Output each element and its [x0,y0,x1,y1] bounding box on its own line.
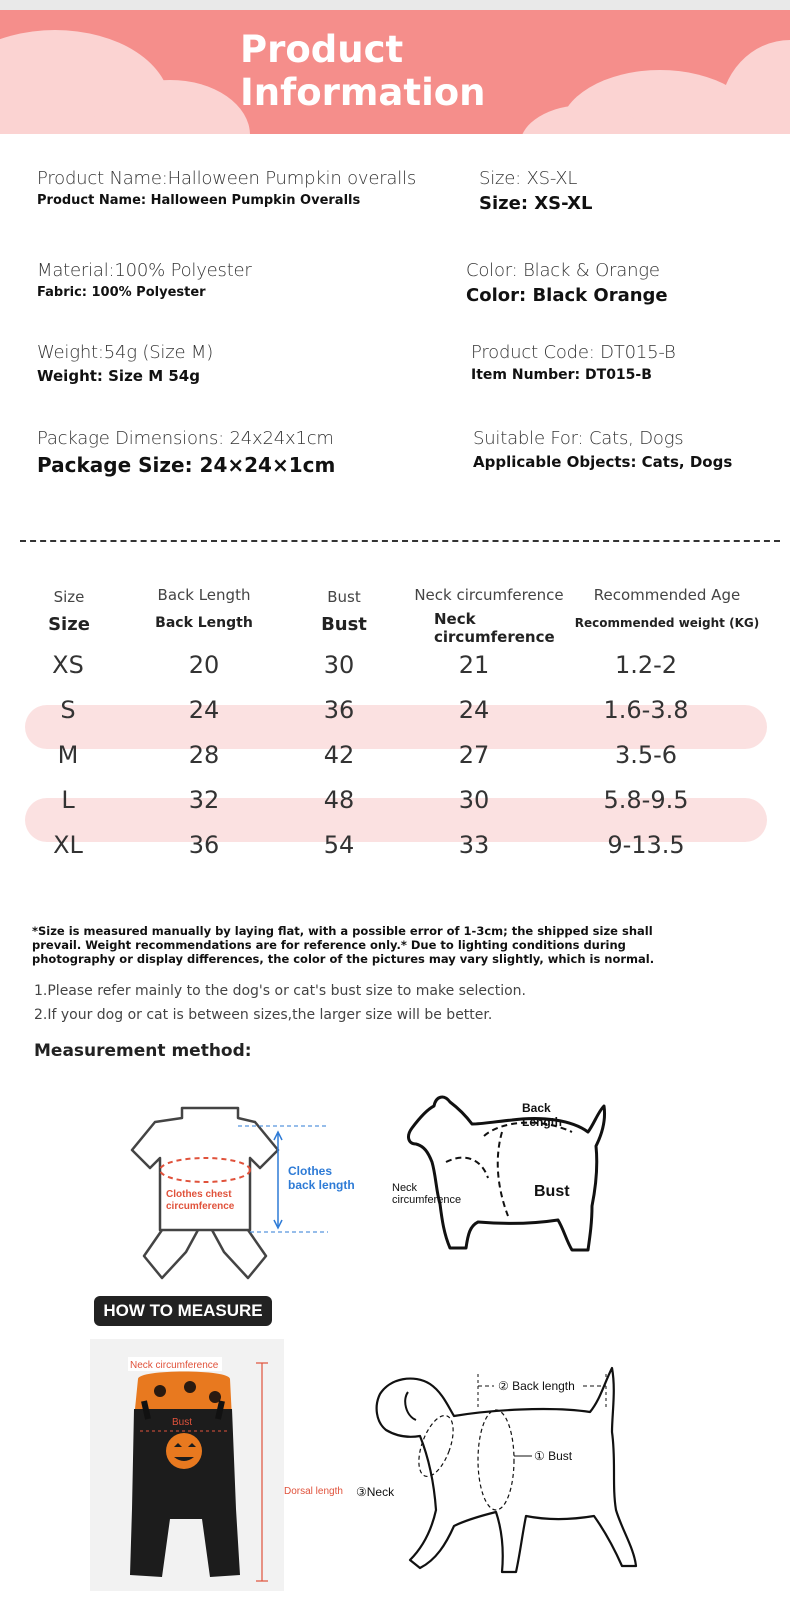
tip-2: 2.If your dog or cat is between sizes,the larger size will be better. [34,1007,493,1023]
neck-ellipse [412,1411,460,1481]
page-title [240,28,486,114]
header-neck-bold: Neck circumference [434,610,555,646]
header-neck-light: Neck circumference [414,586,564,604]
info-material [37,260,252,300]
header-back-length [134,586,274,632]
header-banner [0,10,790,134]
row-l-col-1: 32 [188,786,220,814]
row-s-col-0: S [60,696,76,724]
info-color [466,260,668,306]
top-strip [0,0,790,10]
row-m-col-0: M [57,741,79,769]
header-recommended-light: Recommended Age [593,586,741,604]
how-to-measure-badge: HOW TO MEASURE [94,1296,272,1326]
info-code-bold: Item Number: DT015-B [471,367,652,383]
strap-right [218,1401,222,1419]
row-m-col-3: 27 [458,741,490,769]
row-xl-col-0: XL [53,831,83,859]
info-material-light: Material:100% Polyester [37,260,252,281]
info-material-bold: Fabric: 100% Polyester [37,285,206,300]
pattern-dot-1 [154,1385,166,1397]
row-xl-col-3: 33 [458,831,490,859]
section-divider [20,540,780,542]
info-package-light: Package Dimensions: 24x24x1cm [37,428,334,449]
pet-bust-label: Bust [534,1183,570,1200]
header-bust [294,588,394,634]
header-size-bold: Size [48,614,90,635]
info-size-light: Size: XS-XL [479,168,578,189]
row-xl-col-1: 36 [188,831,220,859]
header-bust-bold: Bust [321,614,367,635]
shirt-chest-label-1: Clothes chest [166,1189,232,1200]
info-weight [37,342,213,385]
title-line-2: Information [240,71,486,114]
info-product-name [37,168,416,208]
row-l-col-2: 48 [323,786,355,814]
row-xs-col-4: 1.2-2 [614,651,678,679]
dog-measure-diagram [350,1360,690,1600]
info-weight-light: Weight:54g (Size M) [37,342,214,363]
row-xs-col-1: 20 [188,651,220,679]
row-m-col-4: 3.5-6 [614,741,678,769]
photo-dorsal-label: Dorsal length [284,1486,343,1497]
shirt-diagram [110,1100,370,1290]
row-s-col-4: 1.6-3.8 [603,696,689,724]
info-package [37,428,335,477]
header-recommended-bold: Recommended weight (KG) [574,616,760,630]
tip-1: 1.Please refer mainly to the dog's or cat's bust size to make selection. [34,983,527,999]
info-suitable-bold: Applicable Objects: Cats, Dogs [473,453,733,471]
dog-bust-label: ① Bust [534,1449,573,1463]
dog-outline [377,1368,636,1572]
info-color-bold: Color: Black Orange [466,285,668,306]
title-line-1: Product [240,28,404,71]
pet-neck-label-2: circumference [392,1194,462,1206]
info-color-light: Color: Black & Orange [466,260,660,281]
dog-back-label: ② Back length [498,1379,575,1393]
cloud-right-edge [720,40,790,134]
row-xs-col-3: 21 [458,651,490,679]
pet-diagram [392,1090,632,1270]
info-size-bold: Size: XS-XL [479,193,593,214]
measurement-title: Measurement method: [34,1041,252,1061]
overalls-diagram [90,1339,320,1591]
row-xs-col-2: 30 [323,651,355,679]
info-code-light: Product Code: DT015-B [471,342,676,363]
row-l-col-4: 5.8-9.5 [603,786,689,814]
header-recommended [562,586,772,632]
header-size [14,588,124,634]
row-xs-col-0: XS [52,651,84,679]
shirt-back-label-2: back length [288,1178,355,1192]
photo-neck-label: Neck circumference [130,1360,219,1371]
pumpkin-emblem [166,1433,202,1469]
row-l-col-0: L [61,786,75,814]
row-m-col-2: 42 [323,741,355,769]
info-size [479,168,592,214]
row-s-col-3: 24 [458,696,490,724]
row-xl-col-2: 54 [323,831,355,859]
row-s-col-1: 24 [188,696,220,724]
bust-ellipse [478,1410,514,1510]
size-disclaimer: *Size is measured manually by laying flat, with a possible error of 1-3cm; the shipped size shall prevail. Weight recommendations are for reference only.* Due to lighting conditions during photography or display differences, the color of the pictures may vary slightly, which is normal. [32,924,655,966]
row-xl-col-4: 9-13.5 [607,831,685,859]
row-s-col-2: 36 [323,696,355,724]
pet-back-label-1: Back [522,1101,551,1115]
row-m-col-1: 28 [188,741,220,769]
header-bust-light: Bust [327,588,361,606]
strap-left [144,1401,148,1419]
row-l-col-3: 30 [458,786,490,814]
info-suitable [473,428,732,471]
info-package-bold: Package Size: 24×24×1cm [37,453,336,477]
dog-ear [405,1392,416,1420]
pet-back-label-2: Length [522,1115,562,1129]
header-neck [404,586,574,646]
info-product-name-bold: Product Name: Halloween Pumpkin Overalls [37,193,361,208]
pet-silhouette [409,1097,605,1250]
pet-neck-label-1: Neck [392,1182,418,1194]
info-code [471,342,676,383]
info-suitable-light: Suitable For: Cats, Dogs [473,428,684,449]
pattern-dot-2 [184,1381,196,1393]
header-size-light: Size [53,588,85,606]
chest-ellipse [160,1158,250,1182]
pet-neck-line [446,1158,488,1178]
header-back-length-bold: Back Length [155,615,253,631]
dog-neck-label: ③Neck [356,1485,395,1499]
shirt-back-label-1: Clothes [288,1164,333,1178]
shirt-chest-label-2: circumference [166,1201,235,1212]
info-product-name-light: Product Name:Halloween Pumpkin overalls [37,168,417,189]
pet-bust-line [498,1132,508,1216]
header-back-length-light: Back Length [157,586,251,604]
info-weight-bold: Weight: Size M 54g [37,367,200,385]
photo-bust-label: Bust [172,1417,193,1428]
